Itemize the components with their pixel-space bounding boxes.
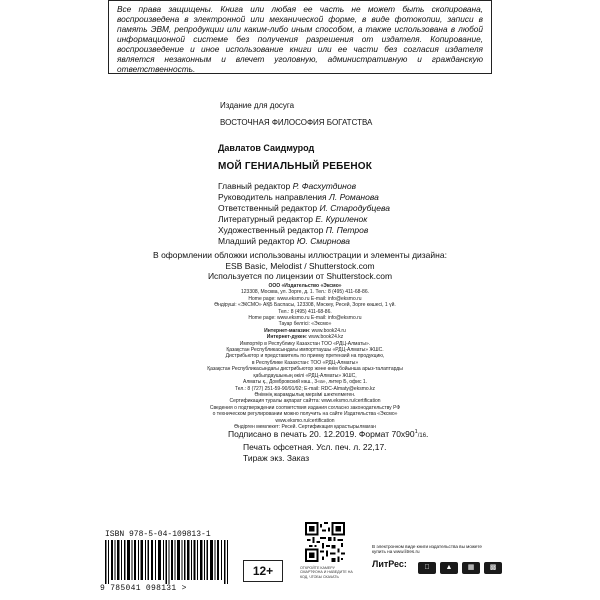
litres-block: [372, 544, 520, 588]
editor-role: Главный редактор: [218, 181, 291, 191]
editor-name: Л. Романова: [329, 192, 379, 202]
print-circulation: Тираж экз. Заказ: [243, 452, 310, 463]
editor-role: Художественный редактор: [218, 225, 324, 235]
publisher-country: Өндірген мемлекет: Ресей. Сертификация қарастырылмаған: [234, 423, 376, 430]
publisher-brand: Тауар белгісі: «Эксмо»: [278, 321, 332, 328]
print-signed: Подписано в печать 20. 12.2019. Формат $70x90^1/16$.: [228, 428, 429, 439]
age-rating-badge: 12+: [243, 560, 283, 582]
cover-credits: [100, 250, 500, 282]
publisher-conformity-2: о техническом регулировании можно получить на сайте Издательства «Эксмо»: [212, 411, 398, 418]
publisher-phones: Тел.: 8 (727) 251-59-90/91/92; E-mail: RDC-Almaty@eksmo.kz: [234, 385, 376, 392]
android-icon: ▲: [440, 562, 458, 574]
editor-row: [218, 203, 478, 214]
editor-name: Е. Куриленок: [315, 214, 368, 224]
series-name: ВОСТОЧНАЯ ФИЛОСОФИЯ БОГАТСТВА: [220, 118, 373, 127]
publisher-name: ООО «Издательство «Эксмо»: [268, 283, 342, 289]
publisher-distributor-kz: Қазақстан Республикасындағы дистрибьютор және өнім бойынша арыз-талаптарды: [207, 366, 403, 373]
rights-text: Все права защищены. Книга или любая ее часть не может быть скопирована, воспроизведена в электронной или механической форме, в виде фотокопии, записи в память ЭВМ, репродукции или каким-либо иным способом, а также использована в любой информационной системе без получения разрешения от издателя. Копирование, воспроизведение и иное использование книги или ее части без согласия издателя является незаконным и влечет уголовную, административную и гражданскую ответственность.: [117, 4, 483, 74]
imprint-header: [160, 100, 530, 128]
editor-name: Ю. Смирнова: [296, 236, 351, 246]
publisher-address: 123308, Москва, ул. Зорге, д. 1. Тел.: 8 (495) 411-68-86.: [240, 289, 370, 296]
qr-code-icon: [305, 522, 345, 562]
publisher-importer-kz: Қазақстан Республикасындағы импорттаушы «РДЦ-Алматы» ЖШС.: [226, 347, 384, 354]
editor-role: Литературный редактор: [218, 214, 313, 224]
barcode-icon: [103, 540, 231, 584]
editor-row: [218, 192, 478, 203]
publisher-validity: Өнімнің жарамдылық мерзімі шектелмеген.: [254, 391, 356, 398]
editor-role: Ответственный редактор: [218, 203, 318, 213]
app-store-icon: [418, 562, 436, 574]
windows-icon: ▦: [462, 562, 480, 574]
editors-list: [218, 181, 478, 247]
publisher-importer: Импортёр в Республику Казахстан ТОО «РДЦ-Алматы».: [239, 340, 371, 347]
publisher-shop-kz: Интернет-дүкен: www.book24.kz: [266, 334, 344, 341]
publisher-distributor: Дистрибьютор и представитель по приему претензий на продукцию,: [225, 353, 385, 360]
editor-role: Младший редактор: [218, 236, 295, 246]
publisher-distributor-kz-2: қабылдаушының өкілі «РДЦ-Алматы» ЖШС,: [253, 372, 357, 379]
editor-row: [218, 225, 478, 236]
author-name: Давлатов Саидмурод: [218, 143, 315, 153]
print-type: Печать офсетная. Усл. печ. л. 22,17.: [243, 441, 387, 452]
litres-brand: ЛитРес:: [372, 559, 407, 569]
barcode-digits: 9 785041 098131 >: [100, 584, 187, 593]
print-details: [228, 427, 488, 464]
publisher-cert: Сертификация туралы ақпарат сайтта: www.eksmo.ru/certification: [229, 398, 381, 405]
publisher-home-page: Home page: www.eksmo.ru E-mail: info@eksmo.ru: [248, 295, 362, 302]
edition-type: Издание для досуга: [220, 101, 295, 110]
cover-credits-line: В оформлении обложки использованы иллюстрации и элементы дизайна:: [153, 250, 447, 260]
cover-credits-line: ESB Basic, Melodist / Shutterstock.com: [225, 260, 375, 271]
publisher-shop: Интернет-магазин: www.book24.ru: [264, 327, 346, 334]
editor-name: Р. Фасхутдинов: [292, 181, 357, 191]
editor-name: П. Петров: [325, 225, 369, 235]
publisher-conformity-3: www.eksmo.ru/certification: [275, 417, 335, 424]
editor-row: [218, 181, 478, 192]
isbn-number: ISBN 978-5-04-109813-1: [105, 530, 211, 539]
editor-name: И. Стародубцева: [319, 203, 390, 213]
publisher-manufacturer: Өндіруші: «ЭКСМО» АҚБ Баспасы, 123308, Мәскеу, Ресей, Зорге көшесі, 1 үй.: [214, 302, 396, 309]
qr-caption: ОТКРОЙТЕ КАМЕРУ СМАРТФОНА И НАВЕДИТЕ НА КОД, ЧТОБЫ СКАЧАТЬ: [300, 566, 353, 579]
rights-notice: [108, 0, 492, 74]
editor-row: [218, 214, 478, 225]
editor-role: Руководитель направления: [218, 192, 327, 202]
publisher-almaty: Алматы қ., Домбровский көш., 3«а», литер Б, офис 1.: [242, 379, 368, 386]
book-title: МОЙ ГЕНИАЛЬНЫЙ РЕБЕНОК: [218, 161, 373, 172]
publisher-conformity: Сведения о подтверждении соответствия издания согласно законодательству РФ: [209, 404, 401, 411]
publisher-info: [160, 283, 450, 430]
publisher-distributor-2: в Республике Казахстан: ТОО «РДЦ-Алматы»: [251, 359, 359, 366]
litres-note: В электронном виде книги издательства вы можете купить на www.litres.ru: [372, 544, 482, 555]
cover-credits-line: Используется по лицензии от Shutterstock.com: [207, 271, 393, 281]
publisher-tel: Тел.: 8 (495) 411-68-86.: [278, 308, 332, 315]
editor-row: [218, 236, 478, 247]
publisher-home-page-2: Home page: www.eksmo.ru E-mail: info@eksmo.ru: [248, 315, 362, 322]
desktop-icon: ▩: [484, 562, 502, 574]
